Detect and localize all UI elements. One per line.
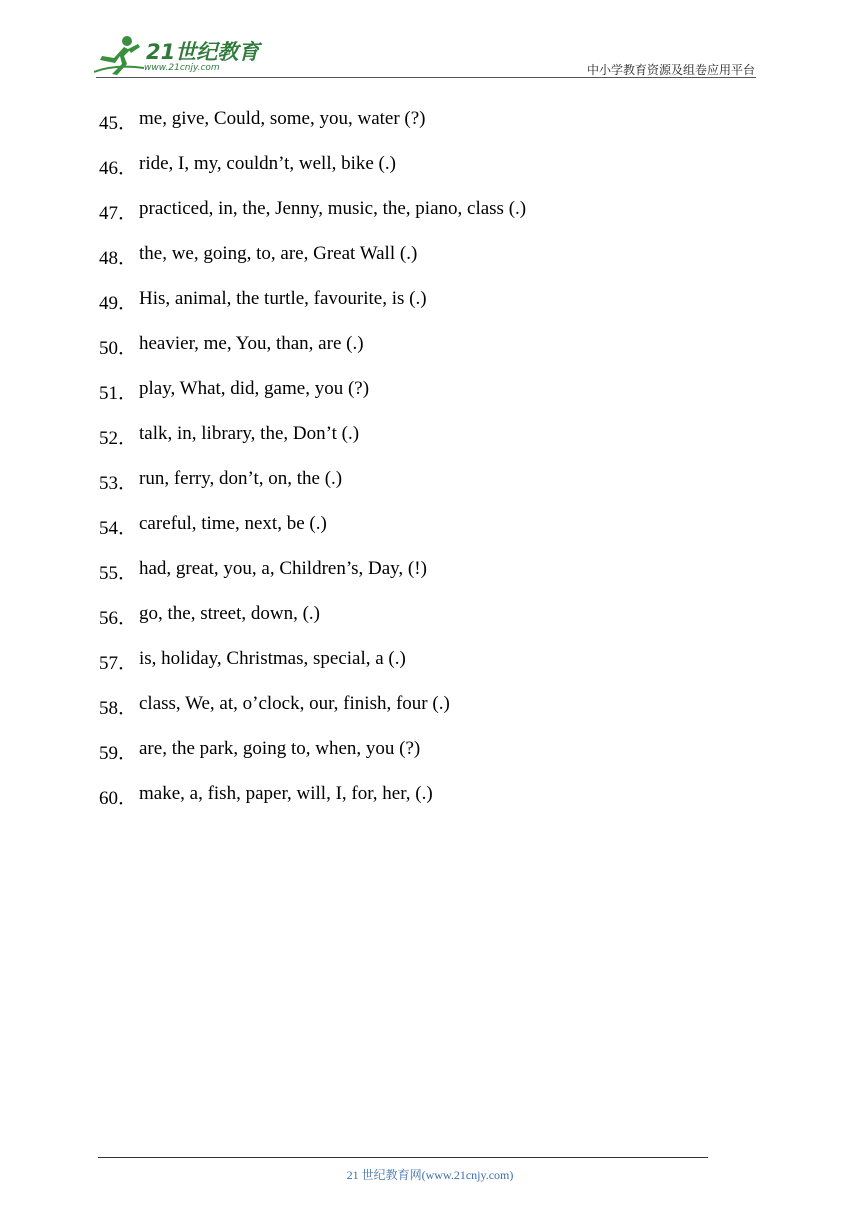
question-item: [99, 468, 526, 513]
runner-logo-icon: [94, 34, 148, 76]
header-divider: [96, 77, 756, 78]
question-number: 56．: [99, 608, 138, 629]
question-text: run, ferry, don’t, on, the (.): [139, 468, 343, 489]
question-number: 60．: [99, 788, 138, 809]
question-item: [99, 198, 526, 243]
question-text: play, What, did, game, you (?): [139, 378, 370, 399]
logo-url: www.21cnjy.com: [144, 63, 220, 73]
question-item: [99, 693, 526, 738]
page-header: [0, 0, 860, 80]
question-number: 46．: [99, 158, 138, 179]
question-item: [99, 738, 526, 783]
question-text: is, holiday, Christmas, special, a (.): [139, 648, 406, 669]
question-text: me, give, Could, some, you, water (?): [139, 108, 426, 129]
question-item: [99, 333, 526, 378]
footer-divider: [98, 1157, 708, 1158]
question-text: the, we, going, to, are, Great Wall (.): [139, 243, 418, 264]
question-number: 51．: [99, 383, 138, 404]
question-item: [99, 378, 526, 423]
question-item: [99, 243, 526, 288]
header-tagline: 中小学教育资源及组卷应用平台: [586, 63, 755, 77]
question-text: ride, I, my, couldn’t, well, bike (.): [139, 153, 396, 174]
question-text: careful, time, next, be (.): [139, 513, 327, 534]
question-text: class, We, at, o’clock, our, finish, four (.): [139, 693, 450, 714]
question-item: [99, 108, 526, 153]
question-text: talk, in, library, the, Don’t (.): [139, 423, 360, 444]
question-text: go, the, street, down, (.): [139, 603, 320, 624]
question-item: [99, 783, 526, 828]
question-number: 52．: [99, 428, 138, 449]
logo-text: 21世纪教育: [146, 40, 260, 64]
question-number: 55．: [99, 563, 138, 584]
question-item: [99, 603, 526, 648]
question-number: 47．: [99, 203, 138, 224]
question-text: had, great, you, a, Children’s, Day, (!): [139, 558, 427, 579]
question-item: [99, 648, 526, 693]
question-text: heavier, me, You, than, are (.): [139, 333, 364, 354]
footer-text[interactable]: 21 世纪教育网(www.21cnjy.com): [346, 1168, 514, 1182]
question-text: His, animal, the turtle, favourite, is (.): [139, 288, 427, 309]
question-item: [99, 513, 526, 558]
question-text: make, a, fish, paper, will, I, for, her, (.): [139, 783, 433, 804]
site-logo: [94, 34, 264, 76]
question-number: 59．: [99, 743, 138, 764]
question-number: 53．: [99, 473, 138, 494]
question-text: practiced, in, the, Jenny, music, the, piano, class (.): [139, 198, 527, 219]
question-number: 54．: [99, 518, 138, 539]
question-number: 49．: [99, 293, 138, 314]
question-number: 57．: [99, 653, 138, 674]
question-list: [99, 108, 526, 828]
question-item: [99, 153, 526, 198]
question-item: [99, 288, 526, 333]
question-number: 58．: [99, 698, 138, 719]
question-number: 45．: [99, 113, 138, 134]
question-number: 48．: [99, 248, 138, 269]
question-item: [99, 423, 526, 468]
question-text: are, the park, going to, when, you (?): [139, 738, 421, 759]
question-item: [99, 558, 526, 603]
question-number: 50．: [99, 338, 138, 359]
